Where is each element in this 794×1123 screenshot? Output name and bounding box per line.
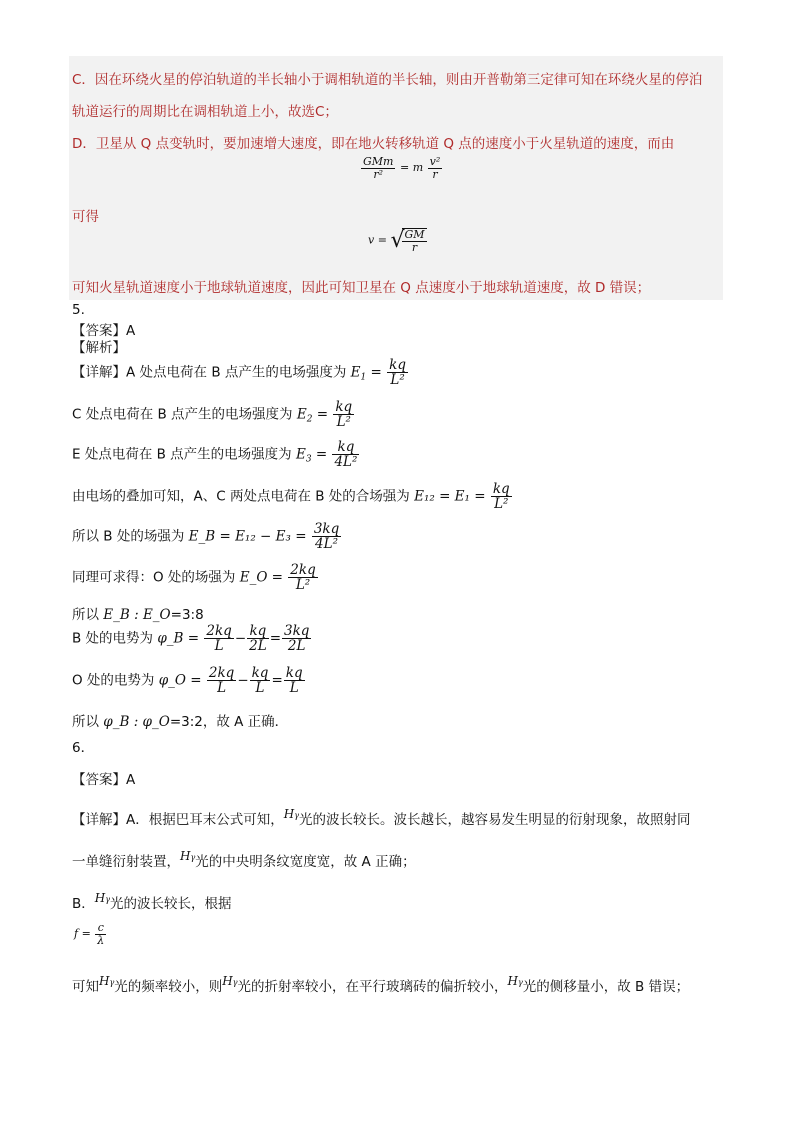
q5-line8-f1-den: L — [214, 638, 224, 655]
q5-line8-f3-den: 2L — [287, 638, 306, 655]
q4-d-kede: 可得 — [72, 209, 99, 225]
q4-d-equation-2 — [368, 228, 428, 253]
q5-analysis-label: 【解析】 — [72, 340, 126, 356]
h-sub: γ — [517, 978, 523, 987]
q5-line6 — [72, 563, 319, 592]
q5-line5 — [72, 522, 342, 551]
eq1-lhs-num: GMm — [363, 155, 394, 168]
h-gamma-symbol — [99, 974, 114, 988]
q5-line7-expr: E_B : E_O — [103, 607, 171, 623]
q5-line8-f1-num: 2kq — [206, 623, 232, 639]
q5-line4-expr: E₁₂ = E₁ = — [414, 488, 486, 505]
q5-line9-f2-den: L — [255, 680, 265, 697]
h-symbol: H — [283, 807, 295, 821]
q6-line1-b: 光的波长较长。波长越长，越容易发生明显的衍射现象，故照射同 — [299, 812, 691, 828]
q5-line8-f2-den: 2L — [249, 638, 267, 655]
q5-line3-num: kq — [332, 440, 359, 455]
q5-line5-text: 所以 B 处的场强为 — [72, 528, 185, 545]
q5-line3-text: E 处点电荷在 B 点产生的电场强度为 — [72, 446, 292, 463]
q6-eq-num: c — [95, 922, 106, 935]
q5-answer: 【答案】A — [72, 323, 136, 339]
q6-eq-den: λ — [97, 933, 105, 947]
h-gamma-symbol — [284, 807, 299, 821]
eq1-rhs-den: r — [432, 167, 438, 181]
q5-line6-text: 同理可求得：O 处的场强为 — [72, 569, 236, 586]
q6-line2-a: 一单缝衍射装置， — [72, 854, 180, 870]
q6-line4-a: 可知 — [72, 979, 99, 995]
q6-line2-b: 光的中央明条纹宽度宽，故 A 正确； — [195, 854, 416, 870]
q5-line2: C 处点电荷在 B 点产生的电场强度为 $E_2$ = $\frac{kq}{\text{L²}}$ — [72, 399, 353, 431]
q5-line9-f3-den: L — [289, 680, 299, 697]
q5-line8-text: B 处的电势为 — [72, 630, 154, 647]
q5-line3: E 处点电荷在 B 点产生的电场强度为 $E_3$ = $\frac{kq}{\text{4L²}}$ — [72, 439, 358, 471]
q5-line4-text: 由电场的叠加可知，A、C 两处点电荷在 B 处的合场强为 — [72, 488, 410, 505]
q5-line8-lhs: φ_B = — [157, 630, 200, 647]
q5-line2-E: E — [296, 406, 307, 423]
q6-line4-d: 光的侧移量小，故 B 错误； — [522, 979, 690, 995]
q6-number: 6． — [72, 740, 95, 756]
h-gamma-symbol — [95, 891, 110, 905]
q5-line8-f3-num: 3kq — [284, 623, 310, 639]
q5-line9-f2-num: kq — [251, 665, 269, 681]
eq2-rad-den: r — [411, 240, 418, 254]
q4-c-line1: C．因在环绕火星的停泊轨道的半长轴小于调相轨道的半长轴，则由开普勒第三定律可知在环绕火星的停泊 — [72, 72, 703, 88]
q5-line1: 【详解】A 处点电荷在 B 点产生的电场强度为 $E_1$ = $\frac{kq}{\text{L²}}$ — [72, 357, 406, 389]
q5-number: 5. — [72, 302, 85, 318]
h-symbol: H — [99, 974, 110, 988]
q5-line4 — [72, 482, 513, 511]
q6-line4-c: 光的折射率较小，在平行玻璃砖的偏折较小， — [237, 979, 508, 995]
q5-line1-E: E — [350, 364, 361, 381]
q4-c-line2: 轨道运行的周期比在调相轨道上小，故选C； — [72, 104, 338, 120]
q5-line7-text: 所以 — [72, 607, 99, 623]
q5-line6-expr: E_O = — [239, 569, 283, 586]
q5-line3-E: E — [295, 446, 306, 463]
q5-line3-sub: 3 — [305, 454, 312, 465]
h-sub: γ — [109, 978, 115, 987]
q5-line9-f1-num: 2kq — [208, 665, 235, 681]
q6-line4 — [72, 975, 689, 995]
q4-d-conclusion: 可知火星轨道速度小于地球轨道速度，因此可知卫星在 Q 点速度小于地球轨道速度，故 D 错误； — [72, 280, 651, 296]
q5-line1-sub: 1 — [360, 372, 367, 383]
q5-line10-text: 所以 — [72, 714, 99, 730]
q5-line5-den: 4L² — [315, 536, 339, 553]
q5-line2-den: L² — [336, 414, 351, 431]
q6-line3-a: B． — [72, 896, 95, 912]
q5-line5-expr: E_B = E₁₂ − E₃ = — [188, 528, 307, 545]
q4-d-line1: D．卫星从 Q 点变轨时，要加速增大速度，即在地火转移轨道 Q 点的速度小于火星轨道的速度，而由 — [72, 136, 675, 152]
eq1-rhs-num: v² — [429, 155, 441, 168]
q5-line10-expr: φ_B : φ_O — [103, 714, 170, 730]
q4-d-equation-1 — [360, 156, 443, 180]
q5-line9-text: O 处的电势为 — [72, 672, 155, 689]
q5-line5-num: 3kq — [313, 521, 340, 537]
q5-line7-val: =3:8 — [170, 607, 204, 623]
q5-line9-f3-num: kq — [285, 665, 303, 681]
q5-line3-den: 4L² — [334, 454, 358, 471]
h-sub: γ — [294, 811, 299, 820]
q6-equation — [74, 922, 107, 946]
h-symbol: H — [507, 974, 518, 988]
q6-answer: 【答案】A — [72, 772, 136, 788]
q6-line1-a: 【详解】A．根据巴耳末公式可知， — [72, 812, 284, 828]
h-symbol: H — [94, 891, 106, 905]
eq1-mid: = m — [399, 161, 424, 175]
h-symbol: H — [180, 849, 191, 863]
q6-line2 — [72, 850, 416, 870]
q5-line9-f1-den: L — [217, 680, 227, 697]
eq2-rad-num: GM — [404, 228, 425, 241]
q6-line4-b: 光的频率较小，则 — [114, 979, 223, 995]
sqrt-icon: √ — [390, 228, 405, 254]
h-gamma-symbol — [222, 974, 237, 988]
q5-line7 — [72, 603, 204, 623]
q5-line10-val: =3:2，故 A 正确． — [169, 714, 289, 730]
q5-line9: O 处的电势为 φ_O = $\frac{2kq}{L}$ − $\frac{kq}{L}$ = $\frac{kq}{L}$ — [72, 665, 303, 697]
h-gamma-symbol — [508, 974, 523, 988]
q5-line8-f2-num: kq — [247, 624, 269, 639]
q5-line2-num: kq — [335, 399, 353, 415]
q5-line2-sub: 2 — [306, 414, 313, 425]
q5-line6-num: 2kq — [290, 562, 316, 578]
q5-line1-den: L² — [390, 372, 405, 389]
q5-line10 — [72, 710, 288, 730]
q5-line9-lhs: φ_O = — [158, 672, 202, 689]
q5-line4-den: L² — [494, 496, 509, 513]
q6-line1 — [72, 808, 691, 828]
q5-line1-num: kq — [389, 357, 406, 373]
q5-line8: B 处的电势为 φ_B = $\frac{2kq}{L}$ − $\frac{kq}{2L}$ = $\frac{3kq}{2L}$ — [72, 623, 310, 655]
eq1-lhs-den: r² — [373, 167, 384, 181]
q6-eq-lhs: f = — [74, 927, 91, 941]
q5-line2-text: C 处点电荷在 B 点产生的电场强度为 — [72, 406, 293, 423]
q5-line4-num: kq — [492, 481, 510, 497]
q5-line6-den: L² — [295, 577, 311, 594]
q6-line3 — [72, 892, 232, 912]
h-sub: γ — [232, 978, 238, 987]
h-symbol: H — [222, 974, 233, 988]
q5-line1-text: 【详解】A 处点电荷在 B 点产生的电场强度为 — [72, 364, 347, 381]
h-sub: γ — [105, 895, 111, 904]
h-sub: γ — [190, 853, 196, 862]
eq2-lhs: v = — [368, 233, 387, 247]
h-gamma-symbol — [180, 849, 195, 863]
q6-line3-b: 光的波长较长，根据 — [110, 896, 232, 912]
